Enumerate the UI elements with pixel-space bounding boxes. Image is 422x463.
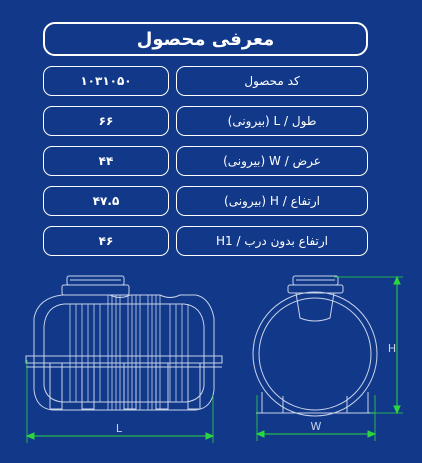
height-label: H [387,342,397,355]
length-label: L [115,422,123,435]
spec-value: ۱۰۳۱۰۵۰ [43,66,169,96]
spec-label: طول / L (بیرونی) [176,106,368,136]
spec-value: ۶۶ [43,106,169,136]
spec-label: ارتفاع بدون درب / H1 [176,226,368,256]
spec-label: کد محصول [176,66,368,96]
spec-label: ارتفاع / H (بیرونی) [176,186,368,216]
product-intro-title: معرفی محصول [43,22,368,56]
spec-value: ۴۷.۵ [43,186,169,216]
width-label: W [310,420,322,433]
width-dimension [257,395,375,441]
spec-value: ۴۶ [43,226,169,256]
tank-front-view [26,276,222,410]
tank-side-view [253,276,377,416]
spec-label: عرض / W (بیرونی) [176,146,368,176]
spec-value: ۴۴ [43,146,169,176]
